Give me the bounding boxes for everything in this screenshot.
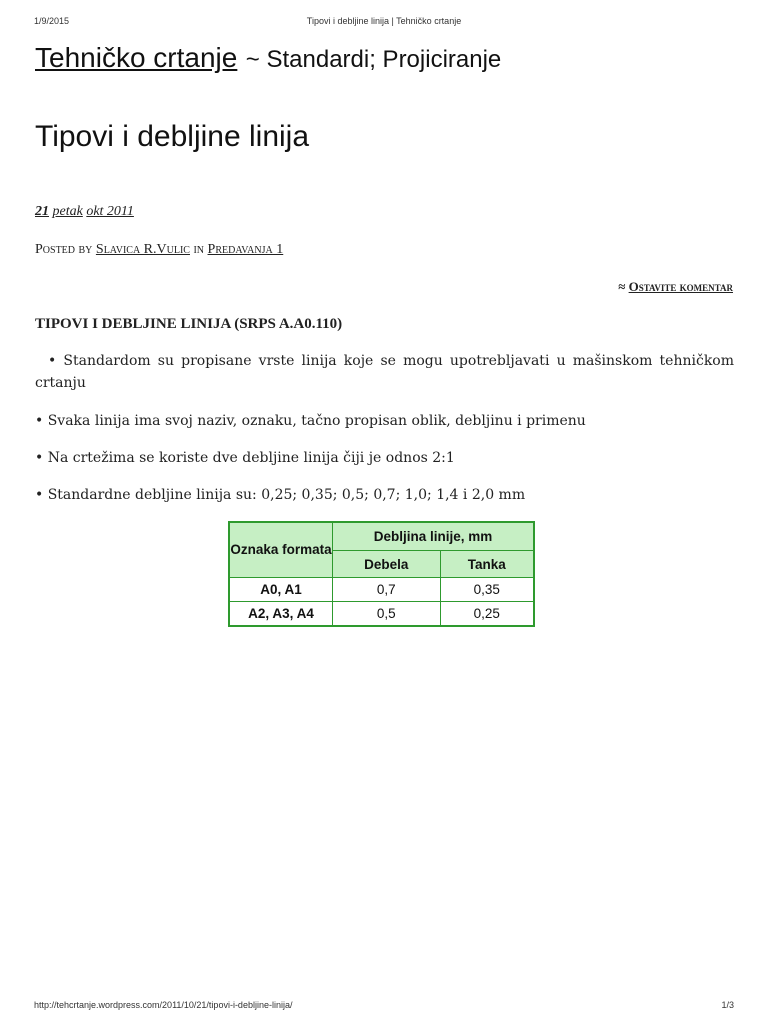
paragraph-3: • Na crtežima se koriste dve debljine linija čiji je odnos 2:1 xyxy=(35,450,455,466)
site-header xyxy=(35,42,501,74)
table-corner-header: Oznaka formata xyxy=(229,522,333,578)
comment-icon: ≈ xyxy=(618,279,626,294)
post-date-month-link[interactable]: okt 2011 xyxy=(86,204,134,219)
paragraph-4: • Standardne debljine linija su: 0,25; 0,35; 0,5; 0,7; 1,0; 1,4 i 2,0 mm xyxy=(35,487,526,503)
post-date-day-link[interactable]: 21 xyxy=(35,204,49,219)
print-page-number: 1/3 xyxy=(721,1000,734,1010)
table-row xyxy=(229,578,534,602)
in-label: in xyxy=(193,242,205,257)
paragraph-2: • Svaka linija ima svoj naziv, oznaku, tačno propisan oblik, debljinu i primenu xyxy=(35,413,586,429)
table-header-row xyxy=(229,522,534,551)
print-url: http://tehcrtanje.wordpress.com/2011/10/21/tipovi-i-debljine-linija/ xyxy=(34,1000,293,1010)
site-name-link[interactable]: Tehničko crtanje xyxy=(35,42,238,73)
section-heading: TIPOVI I DEBLJINE LINIJA (SRPS A.A0.110) xyxy=(35,316,343,332)
line-thickness-table xyxy=(228,521,535,627)
author-link[interactable]: Slavica R.Vulic xyxy=(95,242,190,257)
comment-area xyxy=(618,279,733,295)
print-page-title: Tipovi i debljine linija | Tehničko crtanje xyxy=(306,16,462,26)
category-link[interactable]: Predavanja 1 xyxy=(207,242,284,257)
table-cell-format: A2, A3, A4 xyxy=(229,602,333,627)
table-cell-tanka: 0,35 xyxy=(440,578,534,602)
table-row xyxy=(229,602,534,627)
print-date: 1/9/2015 xyxy=(34,16,70,26)
post-byline xyxy=(35,242,283,258)
post-date-weekday-link[interactable]: petak xyxy=(52,204,83,219)
table-cell-debela: 0,5 xyxy=(333,602,441,627)
leave-comment-link[interactable]: Ostavite komentar xyxy=(628,279,733,294)
paragraph-1: • Standardom su propisane vrste linija koje se mogu upotrebljavati u mašinskom tehničkom crtanju xyxy=(35,353,734,391)
table-col-header-debela: Debela xyxy=(333,551,441,578)
site-description: ~ Standardi; Projiciranje xyxy=(245,46,502,73)
table-cell-format: A0, A1 xyxy=(229,578,333,602)
table-col-header-tanka: Tanka xyxy=(440,551,534,578)
table-cell-debela: 0,7 xyxy=(333,578,441,602)
post-date xyxy=(35,204,134,220)
table-group-header: Debljina linije, mm xyxy=(333,522,535,551)
post-title: Tipovi i debljine linija xyxy=(35,120,310,153)
table-cell-tanka: 0,25 xyxy=(440,602,534,627)
posted-by-label: Posted by xyxy=(35,242,93,257)
